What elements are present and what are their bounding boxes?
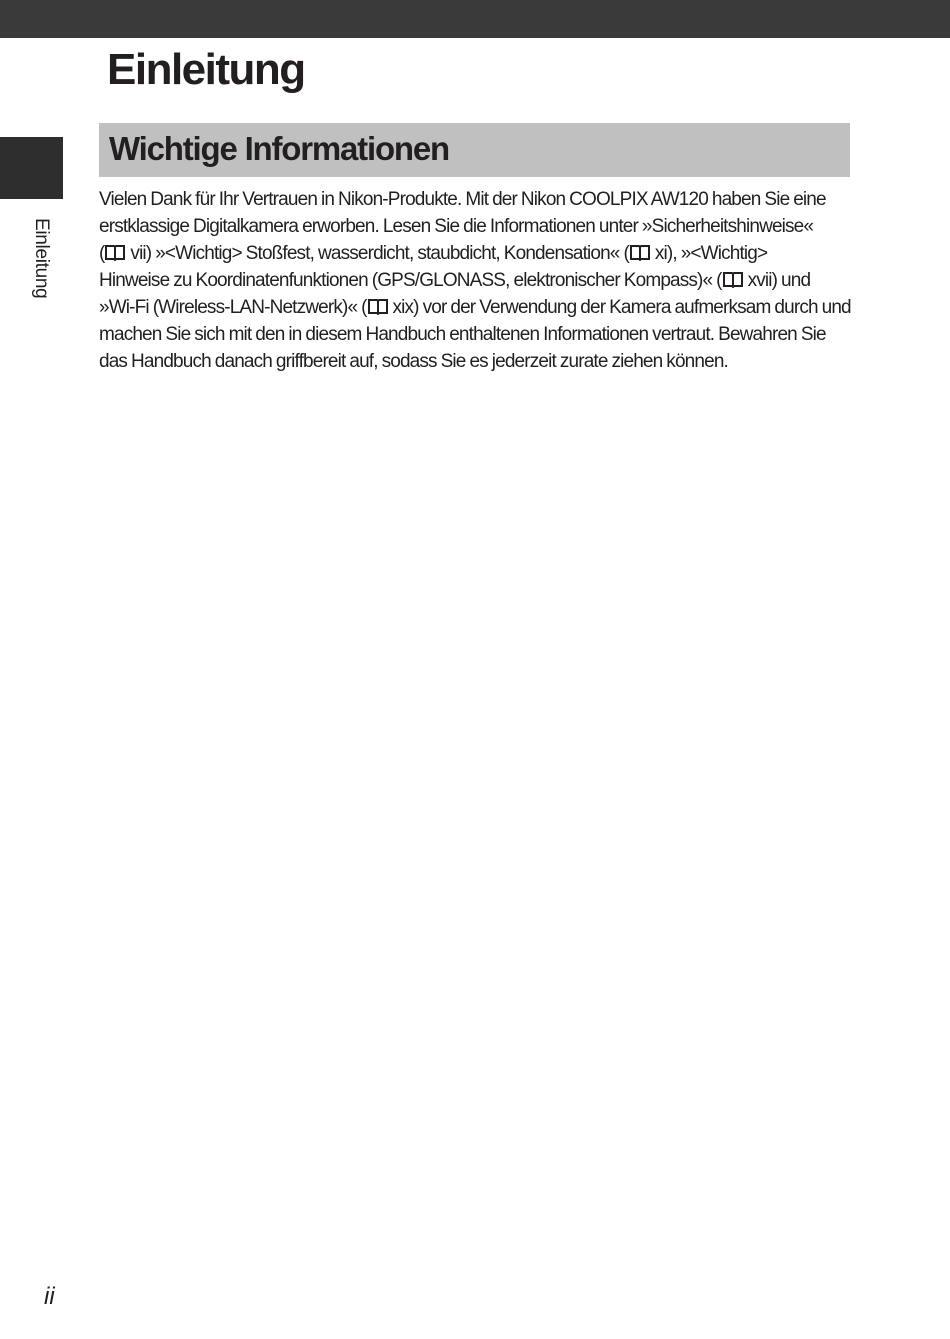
paragraph-line: Hinweise zu Koordinatenfunktionen (GPS/GLONASS, elektronischer Kompass)« ( xvii) und bbox=[99, 270, 811, 291]
paragraph-line: »Wi-Fi (Wireless-LAN-Netzwerk)« ( xix) vor der Verwendung der Kamera aufmerksam durch und bbox=[99, 297, 851, 318]
chapter-tab-label: Einleitung bbox=[31, 218, 52, 299]
paragraph-line: machen Sie sich mit den in diesem Handbuch enthaltenen Informationen vertraut. Bewahren Sie bbox=[99, 324, 826, 345]
header-bar bbox=[0, 0, 950, 38]
book-reference-icon bbox=[723, 271, 743, 288]
section-title: Wichtige Informationen bbox=[109, 130, 449, 167]
section-heading-bar bbox=[99, 123, 850, 177]
book-reference-icon bbox=[105, 244, 125, 261]
chapter-title: Einleitung bbox=[107, 45, 305, 94]
paragraph-line: das Handbuch danach griffbereit auf, sodass Sie es jederzeit zurate ziehen können. bbox=[99, 351, 728, 372]
paragraph-line: ( vii) »<Wichtig> Stoßfest, wasserdicht, staubdicht, Kondensation« ( xi), »<Wichtig> bbox=[99, 243, 768, 264]
book-reference-icon bbox=[368, 298, 388, 315]
book-reference-icon bbox=[630, 244, 650, 261]
page-number: ii bbox=[44, 1283, 55, 1310]
paragraph-line: erstklassige Digitalkamera erworben. Lesen Sie die Informationen unter »Sicherheitshinweise« bbox=[99, 216, 814, 237]
paragraph-line: Vielen Dank für Ihr Vertrauen in Nikon-Produkte. Mit der Nikon COOLPIX AW120 haben Sie eine bbox=[99, 189, 826, 210]
intro-paragraph bbox=[99, 186, 851, 375]
chapter-tab-marker bbox=[0, 137, 63, 199]
